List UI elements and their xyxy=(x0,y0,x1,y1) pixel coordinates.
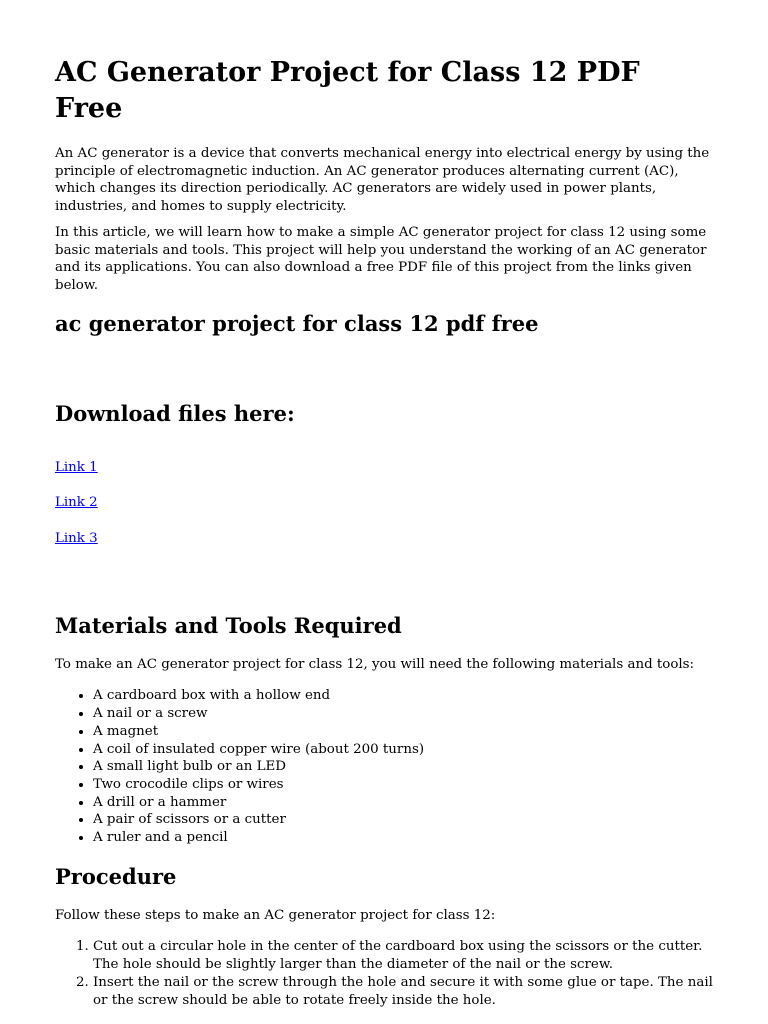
download-link-2[interactable]: Link 2 xyxy=(55,495,98,511)
download-links xyxy=(55,459,713,548)
materials-list xyxy=(55,687,713,846)
materials-heading: Materials and Tools Required xyxy=(55,612,402,638)
list-item: • A cardboard box with a hollow end xyxy=(93,687,713,705)
download-link-3[interactable]: Link 3 xyxy=(55,531,98,547)
intro-paragraph: In this article, we will learn how to make a simple AC generator project for class 12 using some basic materials and tools. This project will help you understand the working of an AC generator and its applications. You can also download a free PDF file of this project from the links given below. xyxy=(55,224,707,293)
procedure-steps xyxy=(55,938,713,1009)
procedure-step: 2. Insert the nail or the screw through the hole and secure it with some glue or tape. The nail or the screw should be able to rotate freely inside the hole. xyxy=(93,974,713,1009)
list-item: • A nail or a screw xyxy=(93,705,713,723)
intro-paragraph: An AC generator is a device that converts mechanical energy into electrical energy by using the principle of electromagnetic induction. An AC generator produces alternating current (AC), which changes its direction periodically. AC generators are widely used in power plants, industries, and homes to supply electricity. xyxy=(55,146,710,215)
list-item: • A magnet xyxy=(93,723,713,741)
list-item: • A small light bulb or an LED xyxy=(93,758,713,776)
materials-intro: To make an AC generator project for class 12, you will need the following materials and tools: xyxy=(55,656,695,672)
procedure-intro: Follow these steps to make an AC generator project for class 12: xyxy=(55,907,496,923)
list-item: • A ruler and a pencil xyxy=(93,829,713,847)
download-heading: Download files here: xyxy=(55,400,295,426)
list-item: • Two crocodile clips or wires xyxy=(93,776,713,794)
list-item: • A pair of scissors or a cutter xyxy=(93,811,713,829)
list-item: • A drill or a hammer xyxy=(93,794,713,812)
keyword-heading: ac generator project for class 12 pdf free xyxy=(55,310,539,336)
list-item: • A coil of insulated copper wire (about 200 turns) xyxy=(93,741,713,759)
download-link-1[interactable]: Link 1 xyxy=(55,459,98,475)
page-title: AC Generator Project for Class 12 PDF Free xyxy=(55,57,640,124)
procedure-step: 1. Cut out a circular hole in the center of the cardboard box using the scissors or the cutter. The hole should be slightly larger than the diameter of the nail or the screw. xyxy=(93,938,713,973)
procedure-heading: Procedure xyxy=(55,863,177,889)
